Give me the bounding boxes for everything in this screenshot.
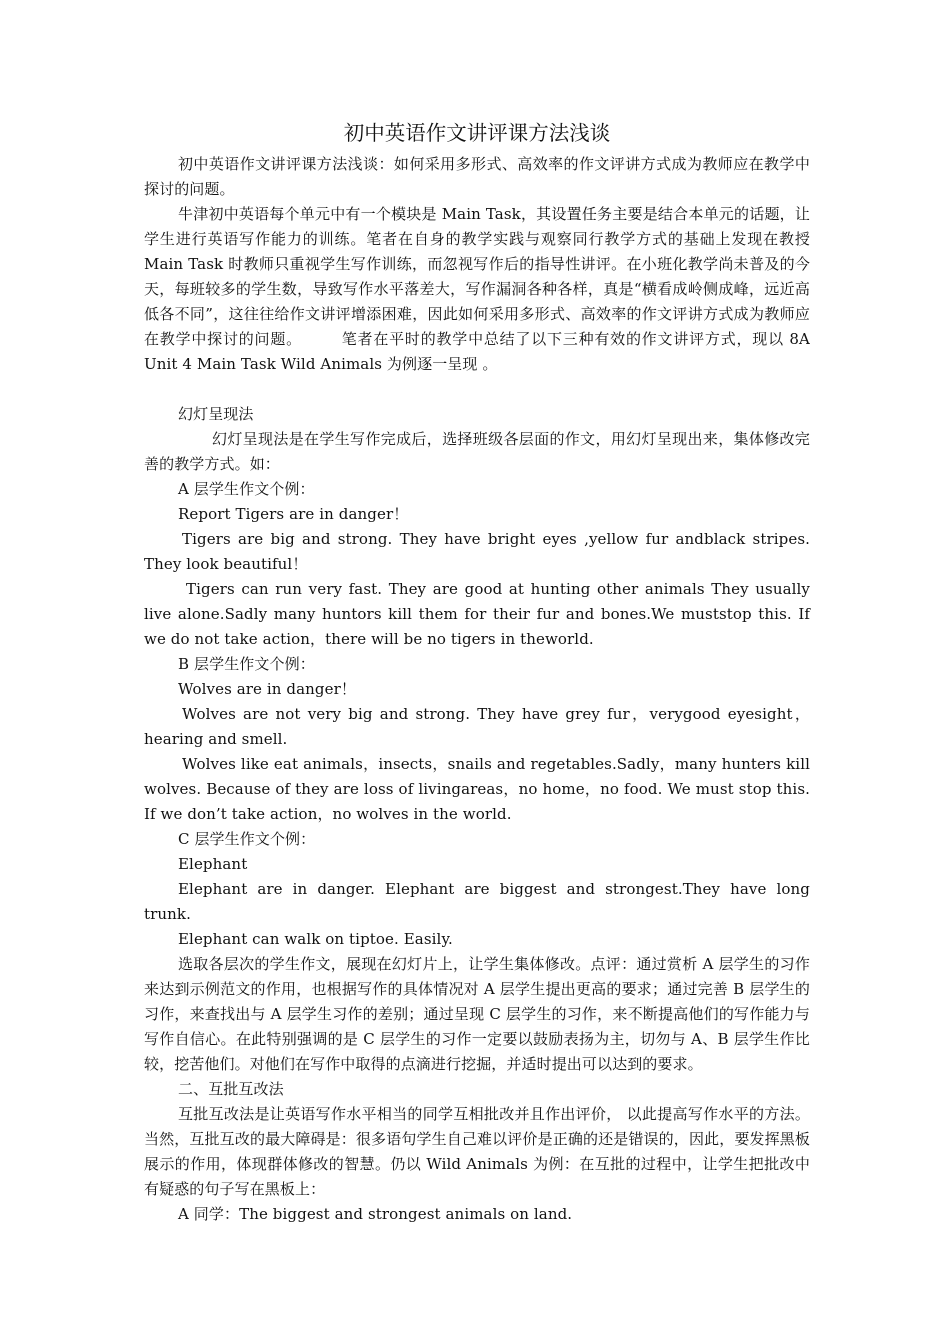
sample-text: Tigers are big and strong. They have bright eyes ,yellow fur andblack stripes. They look beautiful！	[144, 530, 810, 573]
body-paragraph: 互批互改法是让英语写作水平相当的同学互相批改并且作出评价， 以此提高写作水平的方法。当然，互批互改的最大障碍是：很多语句学生自己难以评价是正确的还是错误的，因此，要发挥黑板展示的作用，体现群体修改的智慧。仍以 Wild Animals 为例：在互批的过程中，让学生把批改中有疑惑的句子写在黑板上：	[144, 1105, 810, 1198]
sample-title: Elephant	[178, 855, 248, 873]
sample-text: Elephant are in danger. Elephant are biggest and strongest.They have long trunk.	[144, 880, 810, 923]
blank-line	[144, 377, 810, 402]
body-paragraph: 幻灯呈现法是在学生写作完成后，选择班级各层面的作文，用幻灯呈现出来，集体修改完善的教学方式。如：	[144, 430, 810, 473]
body-paragraph: 选取各层次的学生作文，展现在幻灯片上，让学生集体修改。点评：通过赏析 A 层学生的习作来达到示例范文的作用，也根据写作的具体情况对 A 层学生提出更高的要求；通过完善 B 层学生的习作，来查找出与 A 层学生习作的差别；通过呈现 C 层学生的习作，来不断提高他们的写作能力与写作自信心。在此特别强调的是 C 层学生的习作一定要以鼓励表扬为主，切勿与 A、B 层学生作比较，挖苦他们。对他们在写作中取得的点滴进行挖掘，并适时提出可以达到的要求。	[144, 955, 810, 1073]
sample-label: C 层学生作文个例：	[178, 830, 316, 848]
example-sentence: A 同学：The biggest and strongest animals on land.	[178, 1205, 573, 1223]
sample-label: B 层学生作文个例：	[178, 655, 315, 673]
sample-title: Wolves are in danger！	[178, 680, 356, 698]
sample-text: Wolves are not very big and strong. They have grey fur，verygood eyesight，hearing and smell.	[144, 705, 810, 748]
intro-paragraph: 初中英语作文讲评课方法浅谈：如何采用多形式、高效率的作文评讲方式成为教师应在教学中探讨的问题。	[144, 155, 810, 198]
sample-text: Wolves like eat animals，insects，snails and regetables.Sadly，many hunters kill wolves. Because of they are loss of livingareas，no home，no food. We must stop this. If we don’t take action，no wolves in the world.	[144, 755, 810, 823]
sample-label: A 层学生作文个例：	[178, 480, 315, 498]
sample-title: Report Tigers are in danger！	[178, 505, 409, 523]
sample-text: Elephant can walk on tiptoe. Easily.	[178, 930, 453, 948]
section-heading: 二、互批互改法	[178, 1080, 284, 1098]
sample-text: Tigers can run very fast. They are good at hunting other animals They usually live alone.Sadly many huntors kill them for their fur and bones.We muststop this. If we do not take action，there will be no tigers in theworld.	[144, 580, 810, 648]
document-page	[144, 118, 810, 1227]
document-title: 初中英语作文讲评课方法浅谈	[343, 121, 611, 145]
section-heading: 幻灯呈现法	[178, 405, 254, 423]
body-paragraph: 牛津初中英语每个单元中有一个模块是 Main Task，其设置任务主要是结合本单元的话题，让学生进行英语写作能力的训练。笔者在自身的教学实践与观察同行教学方式的基础上发现在教授 Main Task 时教师只重视学生写作训练，而忽视写作后的指导性讲评。在小班化教学尚未普及的今天，每班较多的学生数，导致写作水平落差大，写作漏洞各种各样，真是“横看成岭侧成峰，远近高低各不同”，这往往给作文讲评增添困难，因此如何采用多形式、高效率的作文评讲方式成为教师应在教学中探讨的问题。 笔者在平时的教学中总结了以下三种有效的作文讲评方式，现以 8A Unit 4 Main Task Wild Animals 为例逐一呈现 。	[144, 205, 810, 373]
